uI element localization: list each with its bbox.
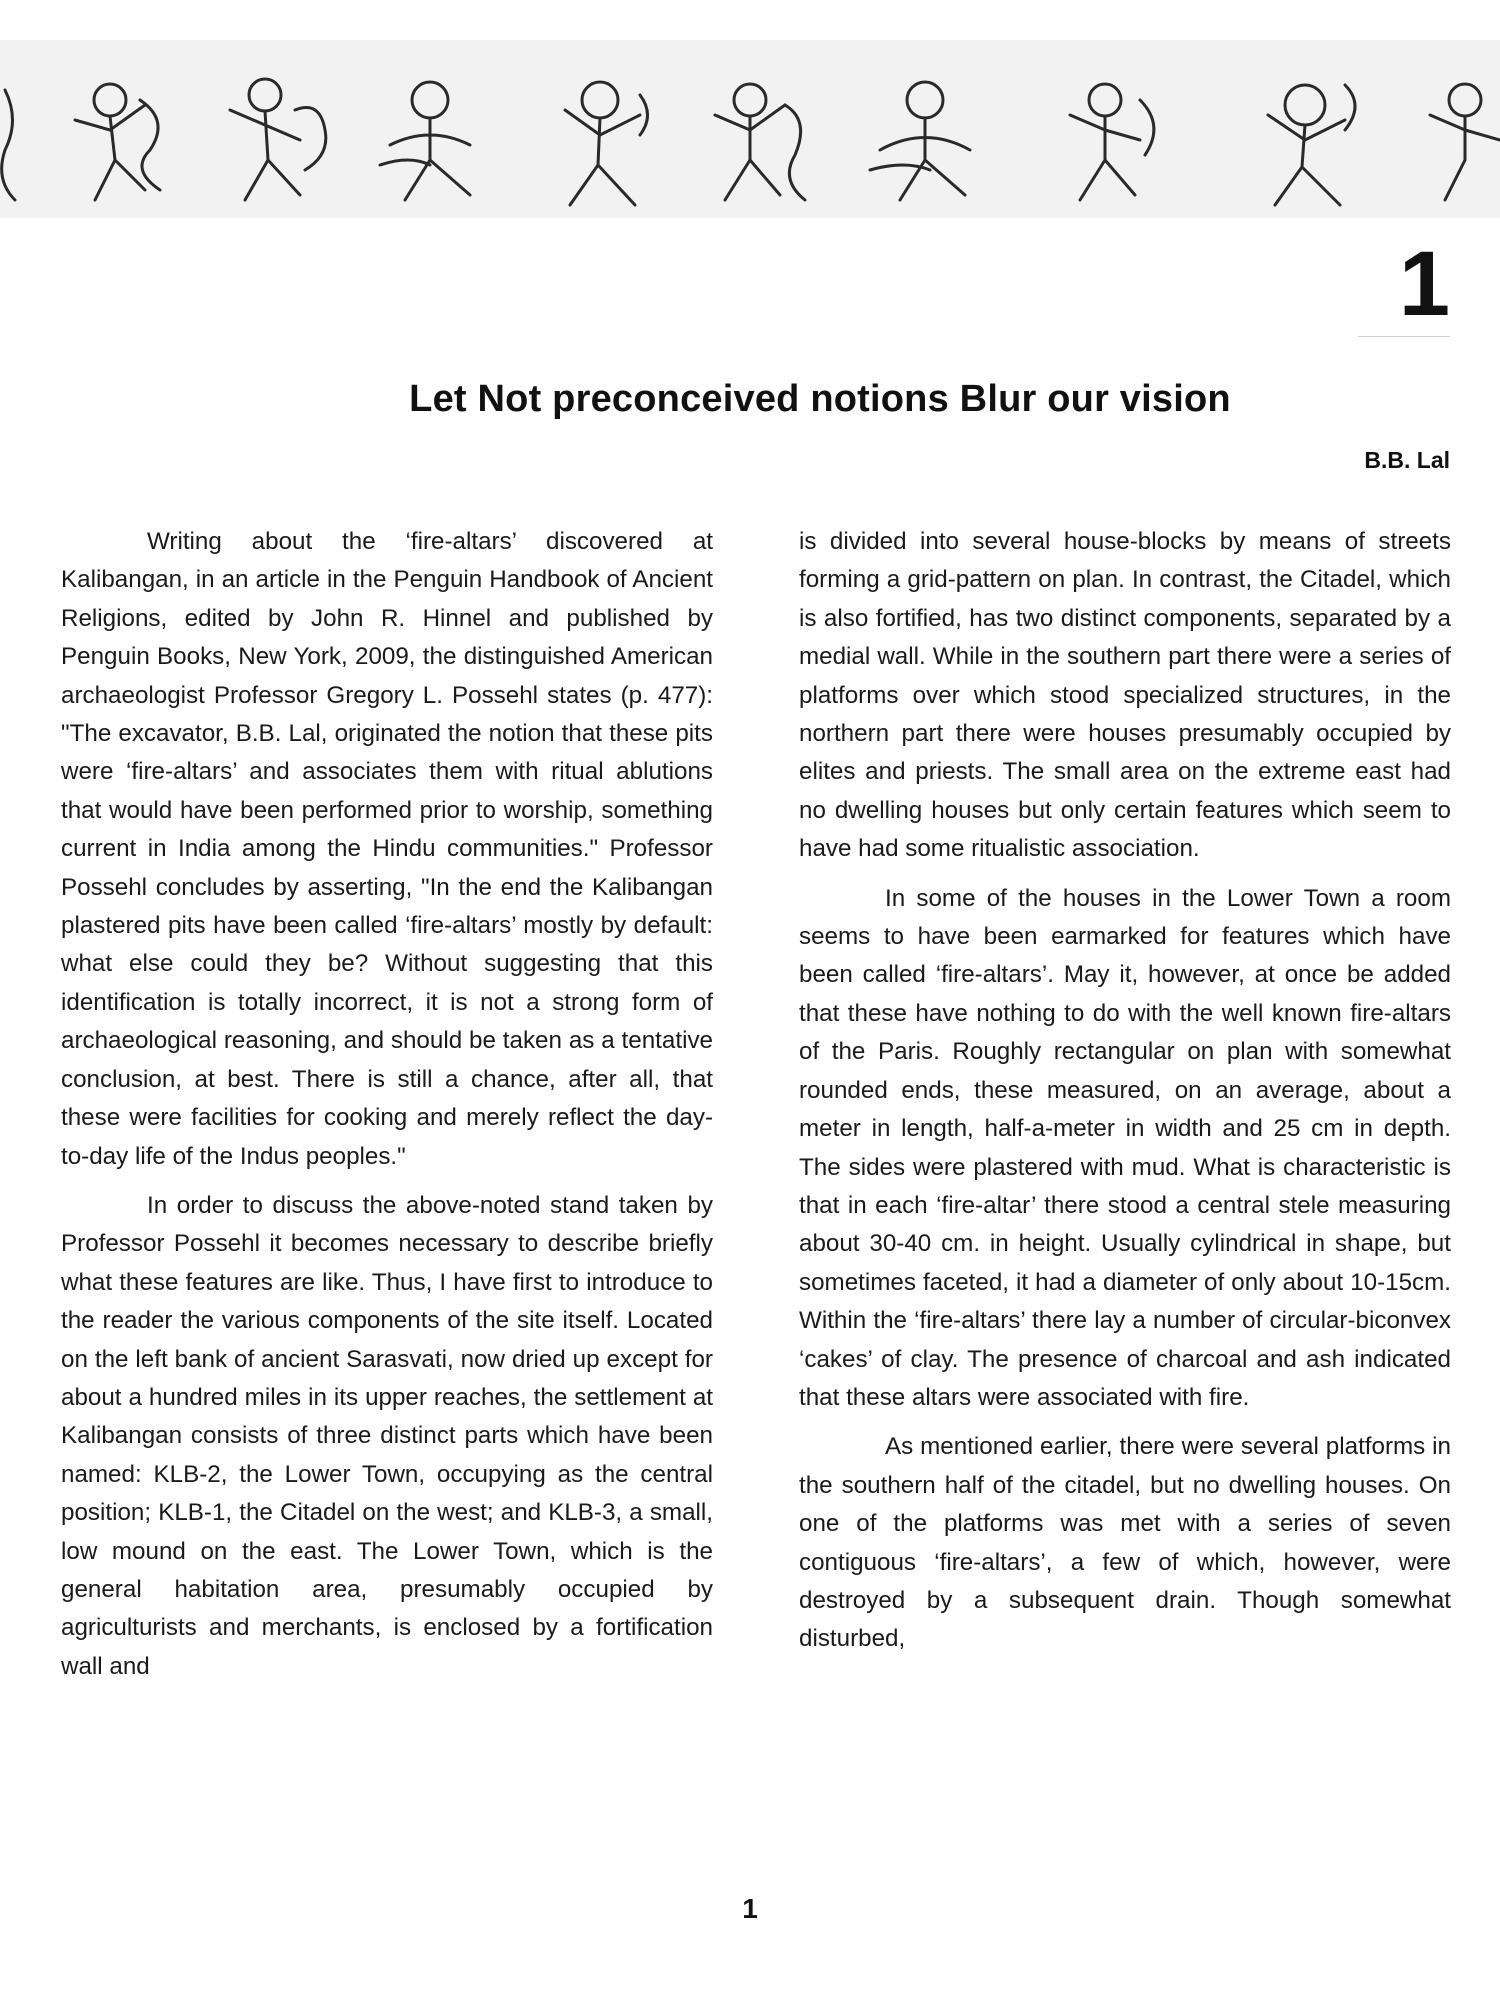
dancing-figures-illustration <box>0 40 1500 218</box>
article-author: B.B. Lal <box>1364 447 1450 473</box>
left-column <box>61 523 713 1697</box>
chapter-divider <box>1358 336 1450 337</box>
paragraph: In order to discuss the above-noted stand taken by Professor Possehl it becomes necessary to describe briefly what these features are like. Thus, I have first to introduce to the reader the various components of the site itself. Located on the left bank of ancient Sarasvati, now dried up except for about a hundred miles in its upper reaches, the settlement at Kalibangan consists of three distinct parts which have been named: KLB-2, the Lower Town, occupying as the central position; KLB-1, the Citadel on the west; and KLB-3, a small, low mound on the east. The Lower Town, which is the general habitation area, presumably occupied by agriculturists and merchants, is enclosed by a fortification wall and <box>61 1191 713 1680</box>
paragraph: is divided into several house-blocks by means of streets forming a grid-pattern on plan. In contrast, the Citadel, which is also fortified, has two distinct components, separated by a medial wall. While in the southern part there were a series of platforms over which stood specialized structures, in the northern part there were houses presumably occupied by elites and priests. The small area on the extreme east had no dwelling houses but only certain features which seem to have had some ritualistic association. <box>799 528 1451 863</box>
paragraph: Writing about the ‘fire-altars’ discovered at Kalibangan, in an article in the Penguin Handbook of Ancient Religions, edited by John R. Hinnel and published by Penguin Books, New York, 2009, the distinguished American archaeologist Professor Gregory L. Possehl states (p. 477): "The excavator, B.B. Lal, originated the notion that these pits were ‘fire-altars’ and associates them with ritual ablutions that would have been performed prior to worship, something current in India among the Hindu communities." Professor Possehl concludes by asserting, "In the end the Kalibangan plastered pits have been called ‘fire-altars’ mostly by default: what else could they be? Without suggesting that this identification is totally incorrect, it is not a strong form of archaeological reasoning, and should be taken as a tentative conclusion, at best. There is still a chance, after all, that these were facilities for cooking and merely reflect the day-to-day life of the Indus peoples." <box>61 528 713 1170</box>
chapter-number: 1 <box>1398 233 1450 335</box>
right-column <box>799 523 1451 1670</box>
page-number: 1 <box>742 1893 758 1924</box>
article-title: Let Not preconceived notions Blur our vision <box>409 378 1231 420</box>
paragraph: In some of the houses in the Lower Town a room seems to have been earmarked for features which have been called ‘fire-altars’. May it, however, at once be added that these have nothing to do with the well known fire-altars of the Paris. Roughly rectangular on plan with somewhat rounded ends, these measured, on an average, about a meter in length, half-a-meter in width and 25 cm in depth. The sides were plastered with mud. What is characteristic is that in each ‘fire-altar’ there stood a central stele measuring about 30-40 cm. in height. Usually cylindrical in shape, but sometimes faceted, it had a diameter of only about 10-15cm. Within the ‘fire-altars’ there lay a number of circular-biconvex ‘cakes’ of clay. The presence of charcoal and ash indicated that these altars were associated with fire. <box>799 884 1451 1411</box>
paragraph: As mentioned earlier, there were several platforms in the southern half of the citadel, but no dwelling houses. On one of the platforms was met with a series of seven contiguous ‘fire-altars’, a few of which, however, were destroyed by a subsequent drain. Though somewhat disturbed, <box>799 1433 1451 1653</box>
decorative-banner <box>0 40 1500 218</box>
